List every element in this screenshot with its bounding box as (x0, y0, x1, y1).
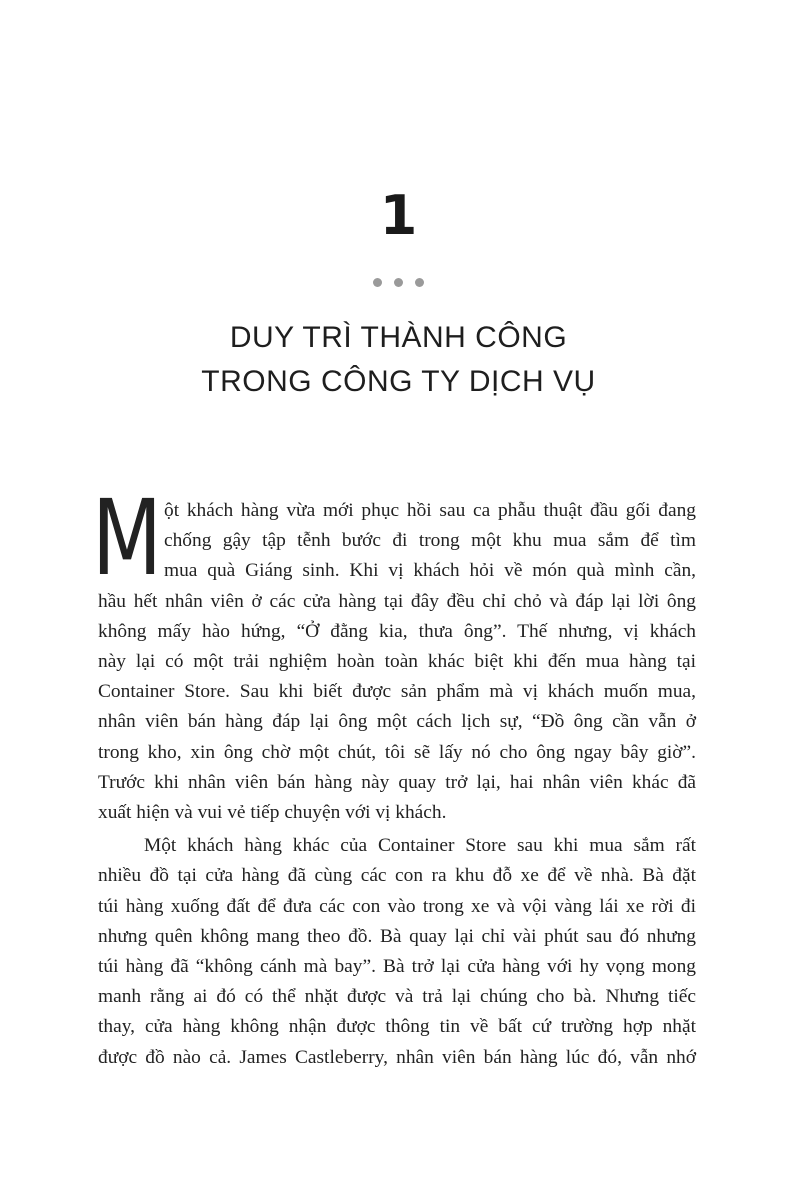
text-line: túi hàng xuống đất để đưa các con vào trong xe và vội vàng lái xe rời đi (98, 895, 696, 917)
ornament-dot (394, 278, 403, 287)
text-line: chống gậy tập tễnh bước đi trong một khu mua sắm để tìm (164, 530, 696, 552)
text-line: nhân viên bán hàng đáp lại ông một cách lịch sự, “Đồ ông cần vẫn ở (98, 711, 696, 733)
text-line: Container Store. Sau khi biết được sản phẩm mà vị khách muốn mua, (98, 681, 696, 703)
text-line: mua quà Giáng sinh. Khi vị khách hỏi về món quà mình cần, (164, 560, 696, 582)
drop-cap: M (92, 477, 162, 599)
text-line: túi hàng đã “không cánh mà bay”. Bà trở lại cửa hàng với hy vọng mong (98, 956, 696, 978)
chapter-number: 1 (379, 184, 418, 247)
paragraph-2 (98, 831, 696, 1073)
text-line: nhưng quên không mang theo đồ. Bà quay lại chỉ vài phút sau đó nhưng (98, 925, 696, 947)
text-line: không mấy hào hứng, “Ở đằng kia, thưa ông”. Thế nhưng, vị khách (98, 620, 696, 642)
body-text (92, 477, 696, 1073)
text-line: hầu hết nhân viên ở các cửa hàng tại đây đều chỉ chỏ và đáp lại lời ông (98, 590, 696, 612)
text-line: được đồ nào cả. James Castleberry, nhân viên bán hàng lúc đó, vẫn nhớ (98, 1046, 696, 1068)
text-line: ột khách hàng vừa mới phục hồi sau ca phẫu thuật đầu gối đang (164, 500, 696, 521)
ornament-dot (415, 278, 424, 287)
text-line: thay, cửa hàng không nhận được thông tin về bất cứ trường hợp nhặt (98, 1016, 696, 1038)
chapter-title-line-1: DUY TRÌ THÀNH CÔNG (229, 321, 568, 354)
paragraph-1 (92, 477, 696, 828)
chapter-title-line-2: TRONG CÔNG TY DỊCH VỤ (201, 365, 596, 398)
text-line: Một khách hàng khác của Container Store sau khi mua sắm rất (144, 835, 696, 857)
text-line: nhiều đồ tại cửa hàng đã cùng các con ra khu đỗ xe để về nhà. Bà đặt (98, 865, 696, 887)
text-line: xuất hiện và vui vẻ tiếp chuyện với vị khách. (98, 802, 447, 824)
text-line: này lại có một trải nghiệm hoàn toàn khác biệt khi đến mua hàng tại (98, 651, 696, 673)
text-line: manh rằng ai đó có thể nhặt được và trả lại chúng cho bà. Nhưng tiếc (98, 986, 696, 1008)
chapter-title (0, 316, 797, 404)
text-line: trong kho, xin ông chờ một chút, tôi sẽ lấy nó cho ông ngay bây giờ”. (98, 741, 696, 763)
ornament-dot (373, 278, 382, 287)
ornament-dots (0, 278, 797, 288)
text-line: Trước khi nhân viên bán hàng này quay trở lại, hai nhân viên khác đã (98, 771, 696, 793)
